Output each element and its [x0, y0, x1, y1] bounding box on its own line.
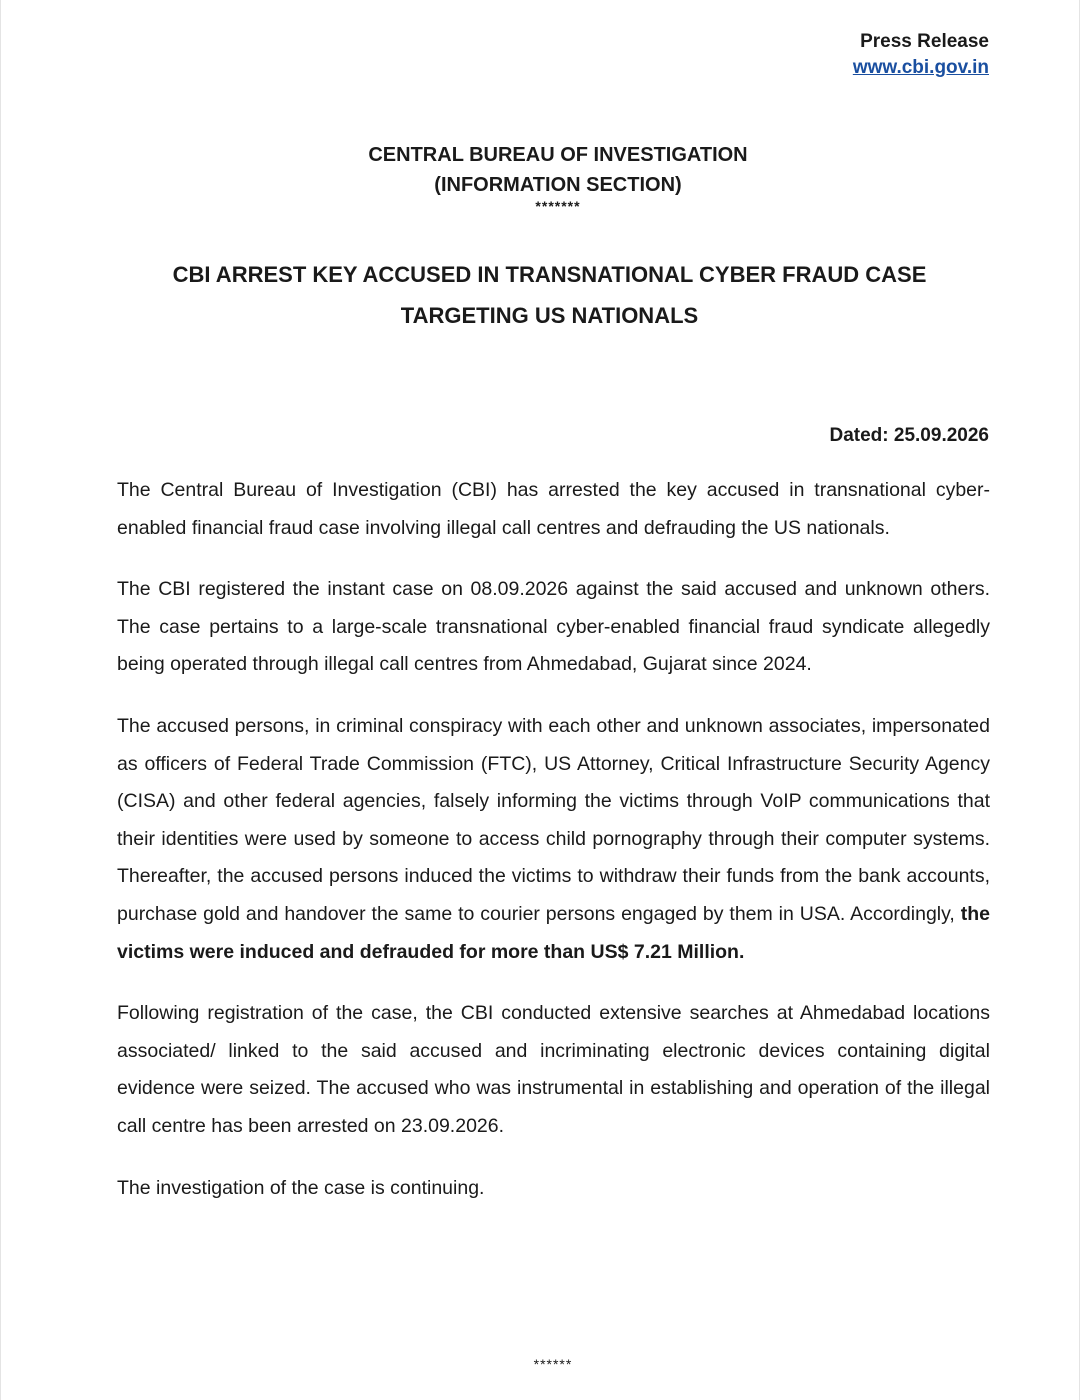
website-link[interactable]: www.cbi.gov.in	[852, 57, 989, 78]
headline-line-2: TARGETING US NATIONALS	[400, 303, 699, 328]
press-release-header	[853, 29, 989, 81]
paragraph-1: The Central Bureau of Investigation (CBI) has arrested the key accused in transnational cyber-enabled financial fraud case involving illegal call centres and defrauding the US nationals.	[117, 479, 990, 539]
heading-separator: *******	[535, 198, 581, 214]
paragraph-3-emphasis: the victims were induced and defrauded for more than US$ 7.21 Million.	[117, 902, 990, 963]
footer-separator: ******	[533, 1356, 573, 1372]
paragraph-3-text: The accused persons, in criminal conspiracy with each other and unknown associates, impersonated as officers of Federal Trade Commission (FTC), US Attorney, Critical Infrastructure Security Agency (CISA) and other federal agencies, falsely informing the victims through VoIP communications that their identities were used by someone to access child pornography through their computer systems. Thereafter, the accused persons induced the victims to withdraw their funds from the bank accounts, purchase gold and handover the same to courier persons engaged by them in USA. Accordingly,	[117, 714, 990, 925]
press-release-label: Press Release	[860, 31, 989, 52]
paragraph-4: Following registration of the case, the CBI conducted extensive searches at Ahmedabad locations associated/ linked to the said accused and incriminating electronic devices containing digital evidence were seized. The accused who was instrumental in establishing and operation of the illegal call centre has been arrested on 23.09.2026.	[117, 1002, 990, 1137]
release-date: Dated: 25.09.2026	[829, 425, 989, 446]
organization-section: (INFORMATION SECTION)	[434, 174, 682, 196]
body-text	[117, 472, 990, 1231]
paragraph-5: The investigation of the case is continuing.	[117, 1176, 485, 1199]
paragraph-2: The CBI registered the instant case on 08.09.2026 against the said accused and unknown others. The case pertains to a large-scale transnational cyber-enabled financial fraud syndicate allegedly being operated through illegal call centres from Ahmedabad, Gujarat since 2024.	[117, 578, 990, 676]
paragraph-3	[117, 708, 990, 971]
organization-heading	[1, 140, 1080, 200]
headline	[101, 254, 998, 336]
headline-line-1: CBI ARREST KEY ACCUSED IN TRANSNATIONAL CYBER FRAUD CASE	[172, 262, 927, 287]
organization-name: CENTRAL BUREAU OF INVESTIGATION	[368, 144, 748, 166]
